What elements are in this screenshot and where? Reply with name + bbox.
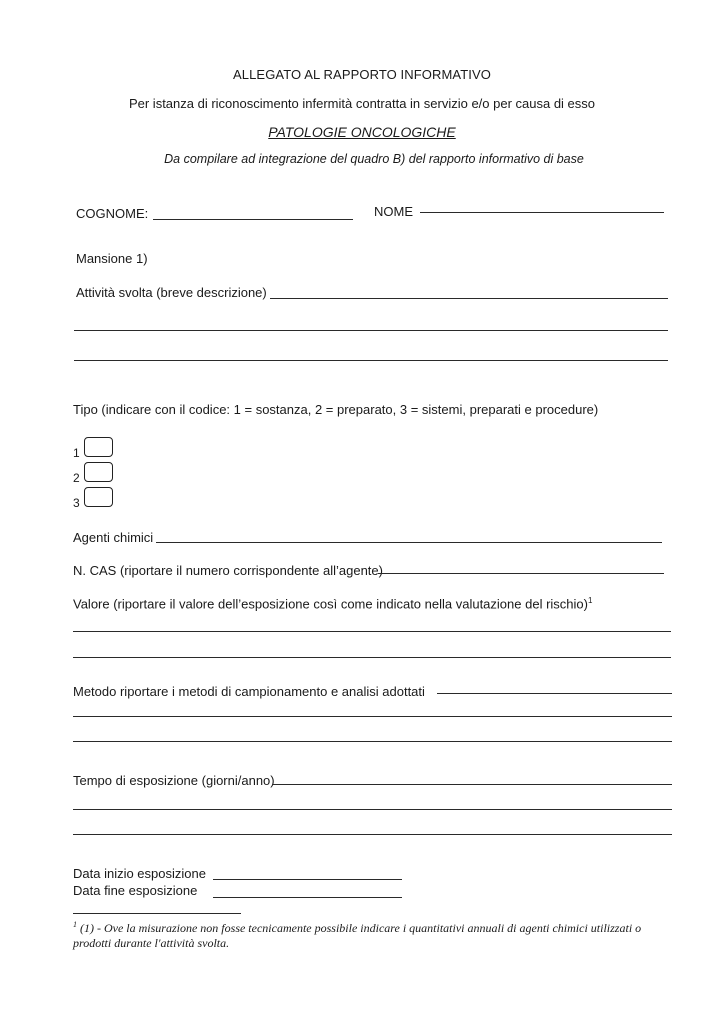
valore-label: [73, 596, 592, 611]
tempo-label: Tempo di esposizione (giorni/anno): [73, 773, 275, 788]
tipo-option-2-label: 2: [73, 471, 80, 485]
instructions-note: Da compilare ad integrazione del quadro B) del rapporto informativo di base: [164, 152, 584, 166]
data-fine-label: Data fine esposizione: [73, 883, 198, 898]
metodo-input-line-3[interactable]: [73, 741, 672, 742]
nome-input-line[interactable]: [420, 212, 664, 213]
tipo-option-2-checkbox[interactable]: [84, 462, 113, 482]
cognome-input-line[interactable]: [153, 219, 353, 220]
attivita-input-line-3[interactable]: [74, 360, 668, 361]
valore-text: Valore (riportare il valore dell’esposizione così come indicato nella valutazione del rischio): [73, 596, 588, 612]
metodo-input-line-2[interactable]: [73, 716, 672, 717]
footnote-ref: 1: [587, 596, 593, 605]
tempo-input-line-3[interactable]: [73, 834, 672, 835]
tipo-option-1-label: 1: [73, 446, 80, 460]
attivita-label: Attività svolta (breve descrizione): [76, 285, 267, 300]
attivita-input-line-2[interactable]: [74, 330, 668, 331]
footnote-separator: [73, 913, 241, 914]
tipo-option-1-checkbox[interactable]: [84, 437, 113, 457]
cas-label: N. CAS (riportare il numero corrispondente all’agente): [73, 563, 383, 578]
data-inizio-label: Data inizio esposizione: [73, 866, 206, 881]
tempo-input-line-2[interactable]: [73, 809, 672, 810]
nome-label: NOME: [374, 204, 413, 219]
agenti-input-line[interactable]: [156, 542, 662, 543]
metodo-label: Metodo riportare i metodi di campionamento e analisi adottati: [73, 684, 425, 699]
cas-input-line[interactable]: [378, 573, 664, 574]
document-subtitle: Per istanza di riconoscimento infermità contratta in servizio e/o per causa di esso: [128, 96, 596, 111]
footnote-marker: 1: [73, 920, 77, 929]
metodo-input-line-1[interactable]: [437, 693, 672, 694]
cognome-label: COGNOME:: [76, 206, 149, 221]
section-heading: PATOLOGIE ONCOLOGICHE: [268, 124, 456, 140]
attivita-input-line-1[interactable]: [270, 298, 668, 299]
valore-input-line-1[interactable]: [73, 631, 671, 632]
tipo-option-3-label: 3: [73, 496, 80, 510]
document-title: ALLEGATO AL RAPPORTO INFORMATIVO: [233, 67, 491, 82]
data-fine-input-line[interactable]: [213, 897, 402, 898]
tempo-input-line-1[interactable]: [272, 784, 672, 785]
data-inizio-input-line[interactable]: [213, 879, 402, 880]
tipo-option-3-checkbox[interactable]: [84, 487, 113, 507]
footnote-line-2: prodotti durante l'attività svolta.: [73, 936, 230, 950]
mansione-label: Mansione 1): [76, 251, 148, 266]
agenti-label: Agenti chimici: [73, 530, 154, 545]
tipo-label: Tipo (indicare con il codice: 1 = sostanza, 2 = preparato, 3 = sistemi, preparati e procedure): [73, 402, 599, 417]
footnote-text-1: (1) - Ove la misurazione non fosse tecnicamente possibile indicare i quantitativi annuali di agenti chimici utilizzati o: [77, 921, 642, 935]
valore-input-line-2[interactable]: [73, 657, 671, 658]
